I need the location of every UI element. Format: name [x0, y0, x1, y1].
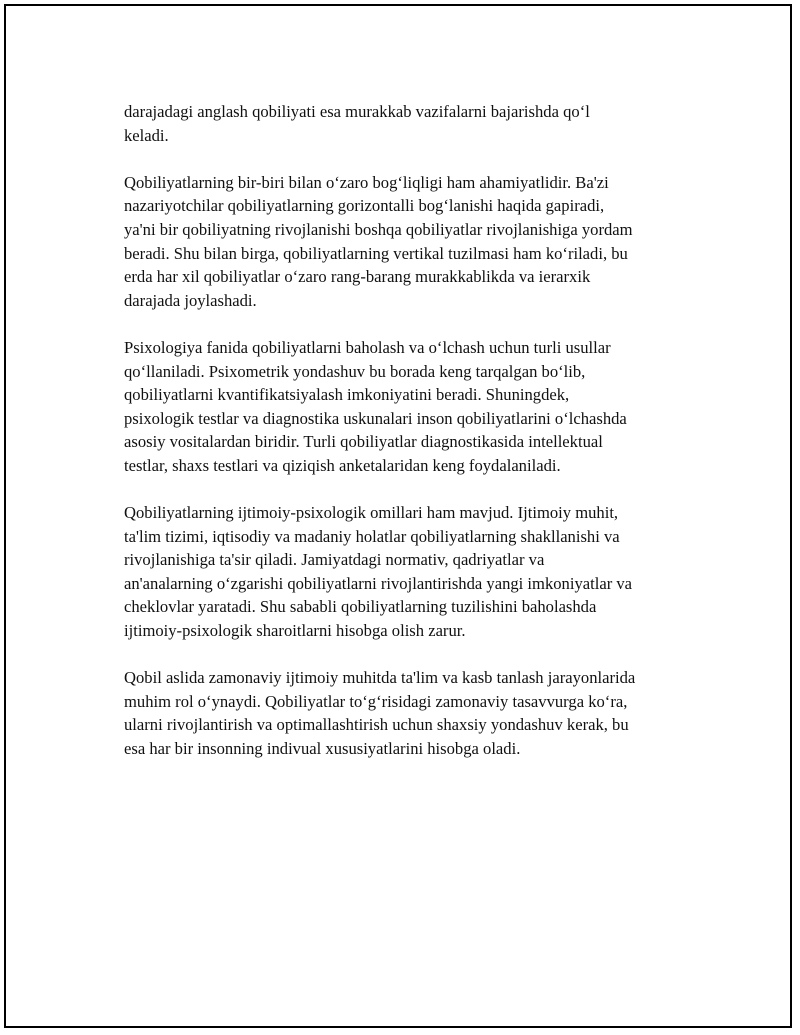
page — [4, 4, 792, 1028]
document-body — [124, 100, 704, 784]
paragraph-2: Qobiliyatlarning bir-biri bilan o‘zaro bog‘liqligi ham ahamiyatlidir. Ba'zi nazariyotchilar qobiliyatlarning gorizontalli bog‘lanishi haqida gapiradi, ya'ni bir qobiliyatning rivojlanishi boshqa qobiliyatlar rivojlanishiga yordam beradi. Shu bilan birga, qobiliyatlarning vertikal tuzilmasi ham ko‘riladi, bu erda har xil qobiliyatlar o‘zaro rang-barang murakkablikda va ierarxik darajada joylashadi. — [124, 172, 633, 310]
paragraph-4: Qobiliyatlarning ijtimoiy-psixologik omillari ham mavjud. Ijtimoiy muhit, ta'lim tizimi, iqtisodiy va madaniy holatlar qobiliyatlarning shakllanishi va rivojlanishiga ta'sir qiladi. Jamiyatdagi normativ, qadriyatlar va an'analarning o‘zgarishi qobiliyatlarni rivojlantirishda yangi imkoniyatlar va cheklovlar yaratadi. Shu sababli qobiliyatlarning tuzilishini baholashda ijtimoiy-psixologik sharoitlarni hisobga olish zarur. — [124, 503, 633, 641]
paragraph-3: Psixologiya fanida qobiliyatlarni baholash va o‘lchash uchun turli usullar qo‘llaniladi. Psixometrik yondashuv bu borada keng tarqalgan bo‘lib, qobiliyatlarni kvantifikatsiyalash imkoniyatini beradi. Shuningdek, psixologik testlar va diagnostika uskunalari inson qobiliyatlarini o‘lchashda asosiy vositalardan biridir. Turli qobiliyatlar diagnostikasida intellektual testlar, shaxs testlari va qiziqish anketalaridan keng foydalaniladi. — [124, 337, 627, 475]
paragraph-1: darajadagi anglash qobiliyati esa murakkab vazifalarni bajarishda qo‘l keladi. — [124, 102, 590, 145]
paragraph-5: Qobil aslida zamonaviy ijtimoiy muhitda ta'lim va kasb tanlash jarayonlarida muhim rol o‘ynaydi. Qobiliyatlar to‘g‘risidagi zamonaviy tasavvurga ko‘ra, ularni rivojlantirish va optimallashtirish uchun shaxsiy yondashuv kerak, bu esa har bir insonning indivual xususiyatlarini hisobga oladi. — [124, 668, 636, 759]
